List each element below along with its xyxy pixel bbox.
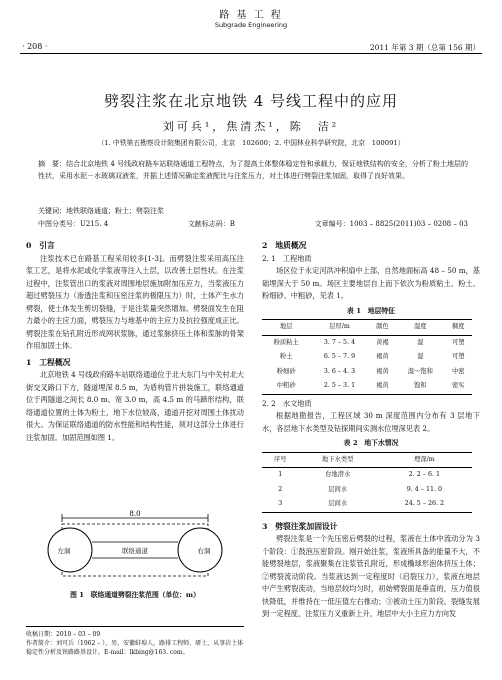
table-cell: 密实 (451, 382, 465, 389)
table-header-cell: 埋深/m (414, 455, 435, 463)
table-cell: 可塑 (451, 353, 465, 360)
journal-name-cn: 路 基 工 程 (219, 10, 283, 21)
table-cell: 2. 5 – 3. 1 (323, 382, 356, 389)
figure-1-diagram (40, 508, 230, 586)
section-2-title: 2 地质概况 (262, 241, 307, 250)
right-column (262, 240, 480, 621)
figure-dimension-label: 8.0 (129, 510, 141, 518)
table-header-cell: 地层 (279, 323, 293, 330)
table-cell: 9. 4 – 11. 0 (406, 485, 442, 493)
table-cell: 湿～饱和 (407, 367, 433, 375)
table-1-header-row (262, 320, 472, 336)
table-1 (262, 319, 472, 395)
table-cell: 中粗砂 (276, 382, 296, 389)
table-cell: 粉细砂 (276, 367, 296, 375)
keywords: 关键词：地铁联络通道；粉土；劈裂注浆 (38, 207, 164, 215)
table-header-cell: 层厚/m (329, 323, 350, 330)
section-2-2-title: 2. 2 水文地质 (262, 398, 312, 408)
table-header-cell: 湿度 (414, 323, 427, 330)
table-2-caption: 表 2 地下水情况 (343, 439, 399, 447)
table-cell: 中密 (451, 367, 465, 375)
section-2-1-title: 2. 1 工程地质 (262, 253, 312, 263)
affiliation: （1. 中铁第五勘察设计院集团有限公司，北京 102600；2. 中国林业科学研究院，北京 100091） (97, 139, 405, 147)
table-cell: 层间水 (328, 500, 348, 507)
table-header-cell: 地下水类型 (321, 455, 354, 463)
clc-number: 中图分类号：U215. 4 (38, 220, 109, 228)
table-cell: 湿 (417, 338, 424, 346)
table-cell: 褐黄 (376, 353, 389, 360)
figure-passage-label: 联络通道 (122, 547, 148, 555)
author-intro: 作者简介：刘可兵（1962 – ），男，安徽蚌埠人，路排工程师，研士，从事岩土体稳定性分析及铁路路基设计。E-mail：lkbing@163. com。 (26, 640, 244, 656)
article-meta (38, 219, 468, 229)
received-date: 收稿日期：2010 – 03 – 09 (26, 631, 101, 638)
table-row (262, 483, 472, 498)
section-2-1-body: 场区位于永定河洪冲积扇中上部，自然地面标高 48 – 50 m，基础埋深大于 50 m。场区主要地层自上而下依次为粉质粘土、粉土、粉细砂、中粗砂，见表 1。 (262, 266, 480, 300)
table-header-cell: 序号 (273, 455, 287, 463)
section-1-body: 北京地铁 4 号线政府路车站联络通道位于北大东门与中关村北大街交叉路口下方，隧道埋深 8.5 m，为盾构管片拼装施工，联络通道位于两隧道之间长 8.0 m、宽 3.0 m，高 4.5 m 的马蹄形结构，联络通道位置的土体为粉土，地下水位较高，通道开挖对周围土体扰动很大。为保证联络通道的防水性能和结构性能，须对这部分土体进行注浆加固。加固范围如图 1。 (26, 370, 244, 442)
table-cell: 24. 5 – 26. 2 (404, 500, 444, 507)
section-0-body: 注浆技术已在路基工程采用较多[1-3]。而劈裂注浆采用高压注浆工艺，是将水泥或化学浆液等注入土层，以改善土层性状。在注浆过程中，注浆管出口的浆液对周围地层施加附加压应力，当浆液压力超过劈裂压力（渗透注浆和压密注浆的极限压力）时，土体产生水力劈裂，使土体发生剪切裂缝，于是注浆量突然增加。劈裂面发生在阻力最小的主应力面，劈裂压力与地基中的主应力及抗拉强度成正比。劈裂注浆在钻孔附近形成网状浆脉，通过浆脉挤压土体和浆脉的骨架作用加固土体。 (26, 253, 244, 350)
table-header-cell: 颜色 (376, 323, 389, 330)
table-cell: 粉质粘土 (273, 338, 299, 346)
table-cell: 台地潜水 (325, 471, 351, 478)
table-cell: 3. 6 – 4. 3 (323, 367, 356, 375)
table-cell: 粉土 (279, 353, 293, 360)
table-row (262, 379, 472, 394)
table-cell: 6. 5 – 7. 9 (323, 353, 356, 360)
table-header-cell: 稠度 (451, 323, 465, 330)
document-code: 文献标志码：B (187, 220, 235, 228)
table-row (262, 350, 472, 365)
footnote (26, 626, 244, 657)
table-cell: 饱和 (414, 382, 427, 389)
issue-info: 2011 年第 3 期（总第 156 期） (369, 43, 480, 52)
table-cell: 2. 2 – 6. 1 (408, 471, 440, 478)
table-cell: 褐黄 (376, 367, 389, 375)
left-column (26, 240, 244, 444)
table-cell: 层间水 (328, 485, 348, 493)
table-cell: 3. 7 – 5. 4 (323, 338, 356, 346)
table-2 (262, 452, 472, 513)
page-number: · 208 · (22, 42, 48, 51)
journal-name-en: Subgrade Engineering (214, 21, 288, 29)
header-rule (20, 53, 482, 54)
article-number: 文章编号：1003 – 8825(2011)03 – 0208 – 03 (314, 220, 468, 228)
section-2-2-body: 根据地勘报告，工程区域 30 m 深度范围内分布有 3 层地下水，各层地下水类型及钻探期间实测水位埋深见表 2。 (262, 411, 480, 433)
table-cell: 可塑 (451, 338, 465, 346)
section-1-title: 1 工程概况 (26, 357, 71, 367)
section-3-title: 3 劈裂注浆加固设计 (262, 521, 338, 531)
table-row (262, 497, 472, 512)
table-row (262, 365, 472, 380)
figure-1-caption: 图 1 联络通道劈裂注浆范围（单位：m） (70, 591, 200, 599)
journal-header (0, 6, 502, 29)
table-cell: 3 (278, 500, 283, 507)
table-cell: 湿 (417, 353, 424, 360)
figure-left-tunnel-label: 左洞 (57, 547, 71, 555)
table-cell: 褐黄 (376, 382, 389, 389)
authors: 刘可兵¹，焦清杰¹，陈 洁² (162, 120, 340, 133)
section-3-body: 劈裂注浆是一个先压密后劈裂的过程，浆液在土体中流动分为 3 个阶段：①鼓泡压密阶段。刚开始注浆，浆液所具备的能量不大，不能劈裂地层，浆液聚集在注浆管孔附近，形成椭球形泡体挤压土体；②劈裂流动阶段。当浆液达到一定程度时（启裂压力），浆液在地层中产生劈裂流动，当地层较均匀时，初始劈裂面是垂直的，压力值很快降低，并维持在一低压值左右推动；③被动土压力阶段。裂缝发展到一定程度，注浆压力又重新上升，地层中大小主应力方向发 (262, 534, 480, 618)
paper-title: 劈裂注浆在北京地铁 4 号线工程中的应用 (103, 92, 399, 110)
table-row (262, 468, 472, 483)
figure-right-tunnel-label: 右洞 (197, 547, 211, 555)
table-cell: 黄褐 (376, 338, 389, 346)
table-row (262, 335, 472, 350)
table-cell: 1 (278, 471, 283, 478)
table-2-header-row (262, 452, 472, 468)
section-0-title: 0 引言 (26, 241, 55, 250)
table-cell: 2 (278, 485, 283, 493)
abstract: 摘 要：结合北京地铁 4 号线政府路车站联络通道工程特点，为了提高土体整体稳定性和承载力，保证地铁结构的安全，分析了粉土地层的性状，采用水泥－水玻璃双液浆，并据上述情况确定浆液配比与注浆压力，对土体进行劈裂注浆加固，取得了良好效果。 (38, 160, 468, 180)
table-1-caption: 表 1 地层特征 (347, 306, 395, 315)
